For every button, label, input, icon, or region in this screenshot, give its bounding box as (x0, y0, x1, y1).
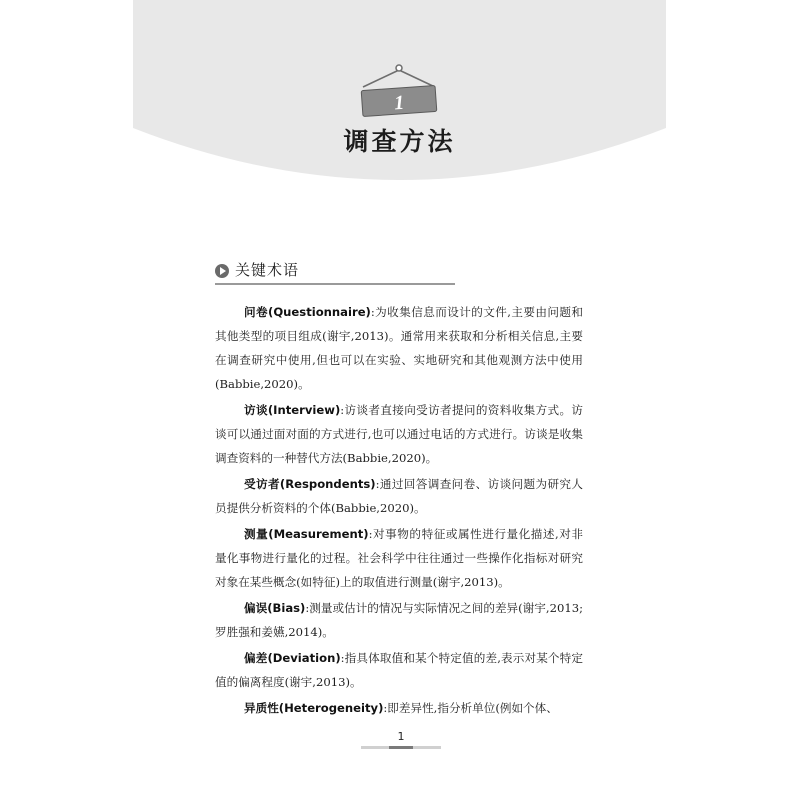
glossary-definition: :测量或估计的情况与实际情况之间的差异(谢宇,2013;罗胜强和姜嬿,2014)。 (215, 601, 583, 639)
chapter-header-band (133, 0, 666, 190)
glossary-definition: :为收集信息而设计的文件,主要由问题和其他类型的项目组成(谢宇,2013)。通常用来获取和分析相关信息,主要在调查研究中使用,但也可以在实验、实地研究和其他观测方法中使用(Babbie,2020)。 (215, 305, 583, 391)
play-icon (215, 264, 229, 278)
glossary-term: 问卷(Questionnaire) (244, 305, 371, 319)
glossary-term: 偏误(Bias) (244, 601, 306, 615)
glossary-entry (215, 472, 583, 520)
glossary-term: 异质性(Heterogeneity) (244, 701, 384, 715)
section-heading (215, 258, 455, 284)
glossary-term: 访谈(Interview) (244, 403, 341, 417)
page-footer (361, 730, 441, 754)
footer-rule-accent (389, 746, 413, 749)
glossary-definition: :即差异性,指分析单位(例如个体、 (383, 701, 558, 715)
glossary-body (215, 300, 583, 722)
glossary-definition: :通过回答调查问卷、访谈问题为研究人员提供分析资料的个体(Babbie,2020)。 (215, 477, 583, 515)
glossary-definition: :对事物的特征或属性进行量化描述,对非量化事物进行量化的过程。社会科学中往往通过一些操作化指标对研究对象在某些概念(如特征)上的取值进行测量(谢宇,2013)。 (215, 527, 584, 589)
glossary-term: 偏差(Deviation) (244, 651, 341, 665)
page-number: 1 (397, 730, 405, 743)
section-heading-rule (215, 283, 455, 285)
glossary-entry (215, 300, 583, 396)
chapter-number: 1 (393, 91, 405, 115)
glossary-term: 测量(Measurement) (244, 527, 369, 541)
book-page (133, 0, 666, 800)
glossary-entry (215, 696, 583, 720)
glossary-entry (215, 596, 583, 644)
chapter-title: 调查方法 (343, 127, 456, 156)
section-heading-label: 关键术语 (235, 261, 300, 279)
glossary-definition: :访谈者直接向受访者提问的资料收集方式。访谈可以通过面对面的方式进行,也可以通过电话的方式进行。访谈是收集调查资料的一种替代方法(Babbie,2020)。 (215, 403, 583, 465)
glossary-entry (215, 646, 583, 694)
glossary-entry (215, 522, 583, 594)
badge-hook (396, 65, 402, 71)
glossary-term: 受访者(Respondents) (244, 477, 376, 491)
glossary-definition: :指具体取值和某个特定值的差,表示对某个特定值的偏离程度(谢宇,2013)。 (215, 651, 583, 689)
glossary-entry (215, 398, 583, 470)
